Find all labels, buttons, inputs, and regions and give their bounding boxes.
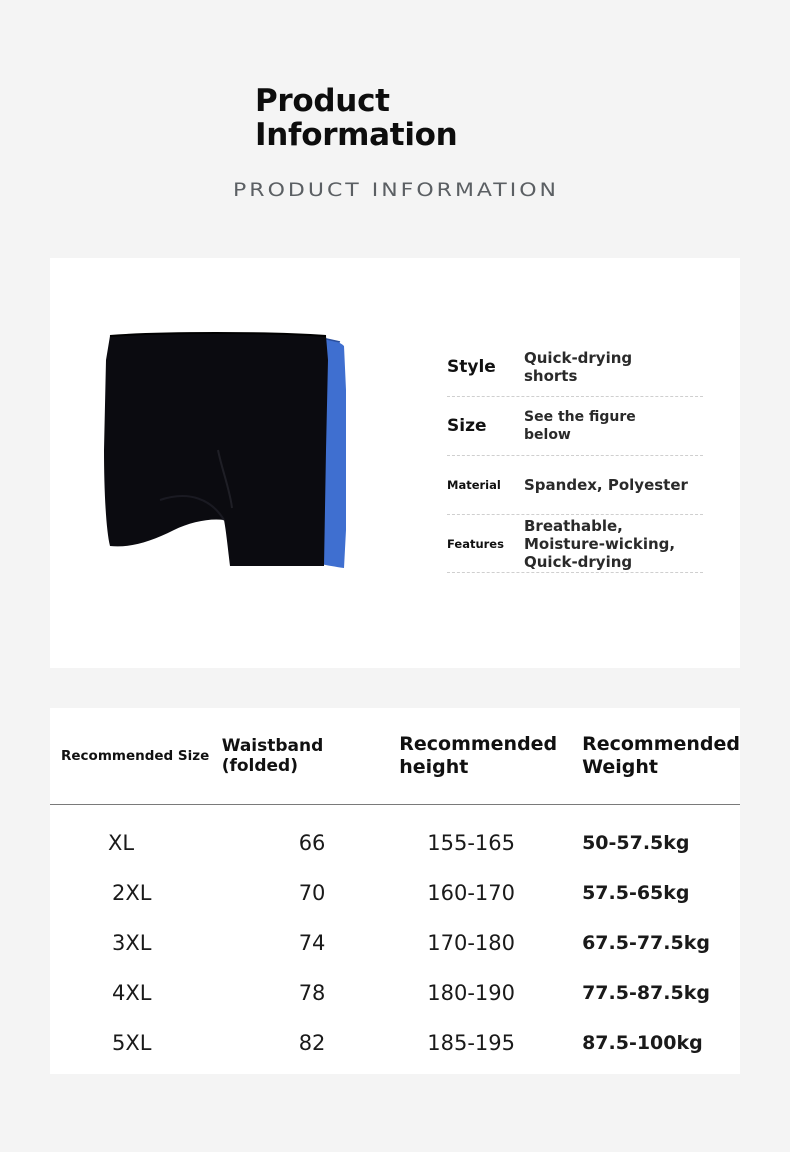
cell-waistband: 78 bbox=[298, 981, 326, 1005]
title-line-1: Product bbox=[255, 83, 390, 119]
cell-weight: 77.5-87.5kg bbox=[582, 982, 710, 1004]
spec-row-style bbox=[447, 338, 703, 397]
header-recommended-height: Recommended height bbox=[399, 708, 582, 804]
cell-waistband: 70 bbox=[298, 881, 326, 905]
page-subtitle: PRODUCT INFORMATION bbox=[233, 180, 559, 202]
swim-shorts-icon bbox=[100, 330, 360, 580]
cell-height: 160-170 bbox=[427, 881, 515, 905]
spec-value: Spandex, Polyester bbox=[524, 476, 688, 494]
table-row bbox=[50, 868, 740, 918]
cell-size: XL bbox=[108, 831, 135, 856]
spec-value: Breathable, Moisture-wicking, Quick-drying bbox=[524, 516, 676, 571]
header-recommended-size: Recommended Size bbox=[50, 708, 215, 804]
spec-row-features bbox=[447, 515, 703, 573]
spec-list bbox=[447, 338, 703, 573]
cell-size: 2XL bbox=[112, 881, 152, 905]
cell-height: 170-180 bbox=[427, 931, 515, 955]
cell-waistband: 74 bbox=[298, 931, 326, 955]
header-waistband: Waistband (folded) bbox=[215, 708, 400, 804]
cell-weight: 87.5-100kg bbox=[582, 1032, 703, 1054]
cell-height: 185-195 bbox=[427, 1031, 515, 1055]
table-row bbox=[50, 968, 740, 1018]
table-row bbox=[50, 804, 740, 868]
cell-waistband: 66 bbox=[298, 831, 326, 856]
table-row bbox=[50, 1018, 740, 1068]
cell-height: 155-165 bbox=[427, 831, 515, 856]
product-card bbox=[50, 258, 740, 668]
spec-row-material bbox=[447, 456, 703, 515]
cell-weight: 57.5-65kg bbox=[582, 882, 690, 904]
cell-waistband: 82 bbox=[298, 1031, 326, 1055]
cell-weight: 67.5-77.5kg bbox=[582, 932, 710, 954]
header-recommended-weight: Recommended Weight bbox=[582, 708, 740, 804]
cell-size: 4XL bbox=[112, 981, 152, 1005]
spec-label: Material bbox=[447, 478, 501, 492]
spec-row-size bbox=[447, 397, 703, 456]
spec-label: Features bbox=[447, 536, 504, 551]
spec-label: Style bbox=[447, 357, 496, 377]
size-chart-table bbox=[50, 708, 740, 1068]
size-chart-card bbox=[50, 708, 740, 1074]
cell-size: 5XL bbox=[112, 1031, 152, 1055]
title-line-2: Information bbox=[255, 117, 458, 153]
table-header-row bbox=[50, 708, 740, 804]
spec-value: See the figure below bbox=[524, 409, 636, 443]
cell-height: 180-190 bbox=[427, 981, 515, 1005]
cell-weight: 50-57.5kg bbox=[582, 832, 690, 855]
spec-value: Quick-drying shorts bbox=[524, 349, 633, 385]
swim-shorts-image bbox=[100, 330, 360, 580]
spec-label: Size bbox=[447, 416, 487, 436]
cell-size: 3XL bbox=[112, 931, 152, 955]
page-title bbox=[255, 84, 457, 152]
table-row bbox=[50, 918, 740, 968]
